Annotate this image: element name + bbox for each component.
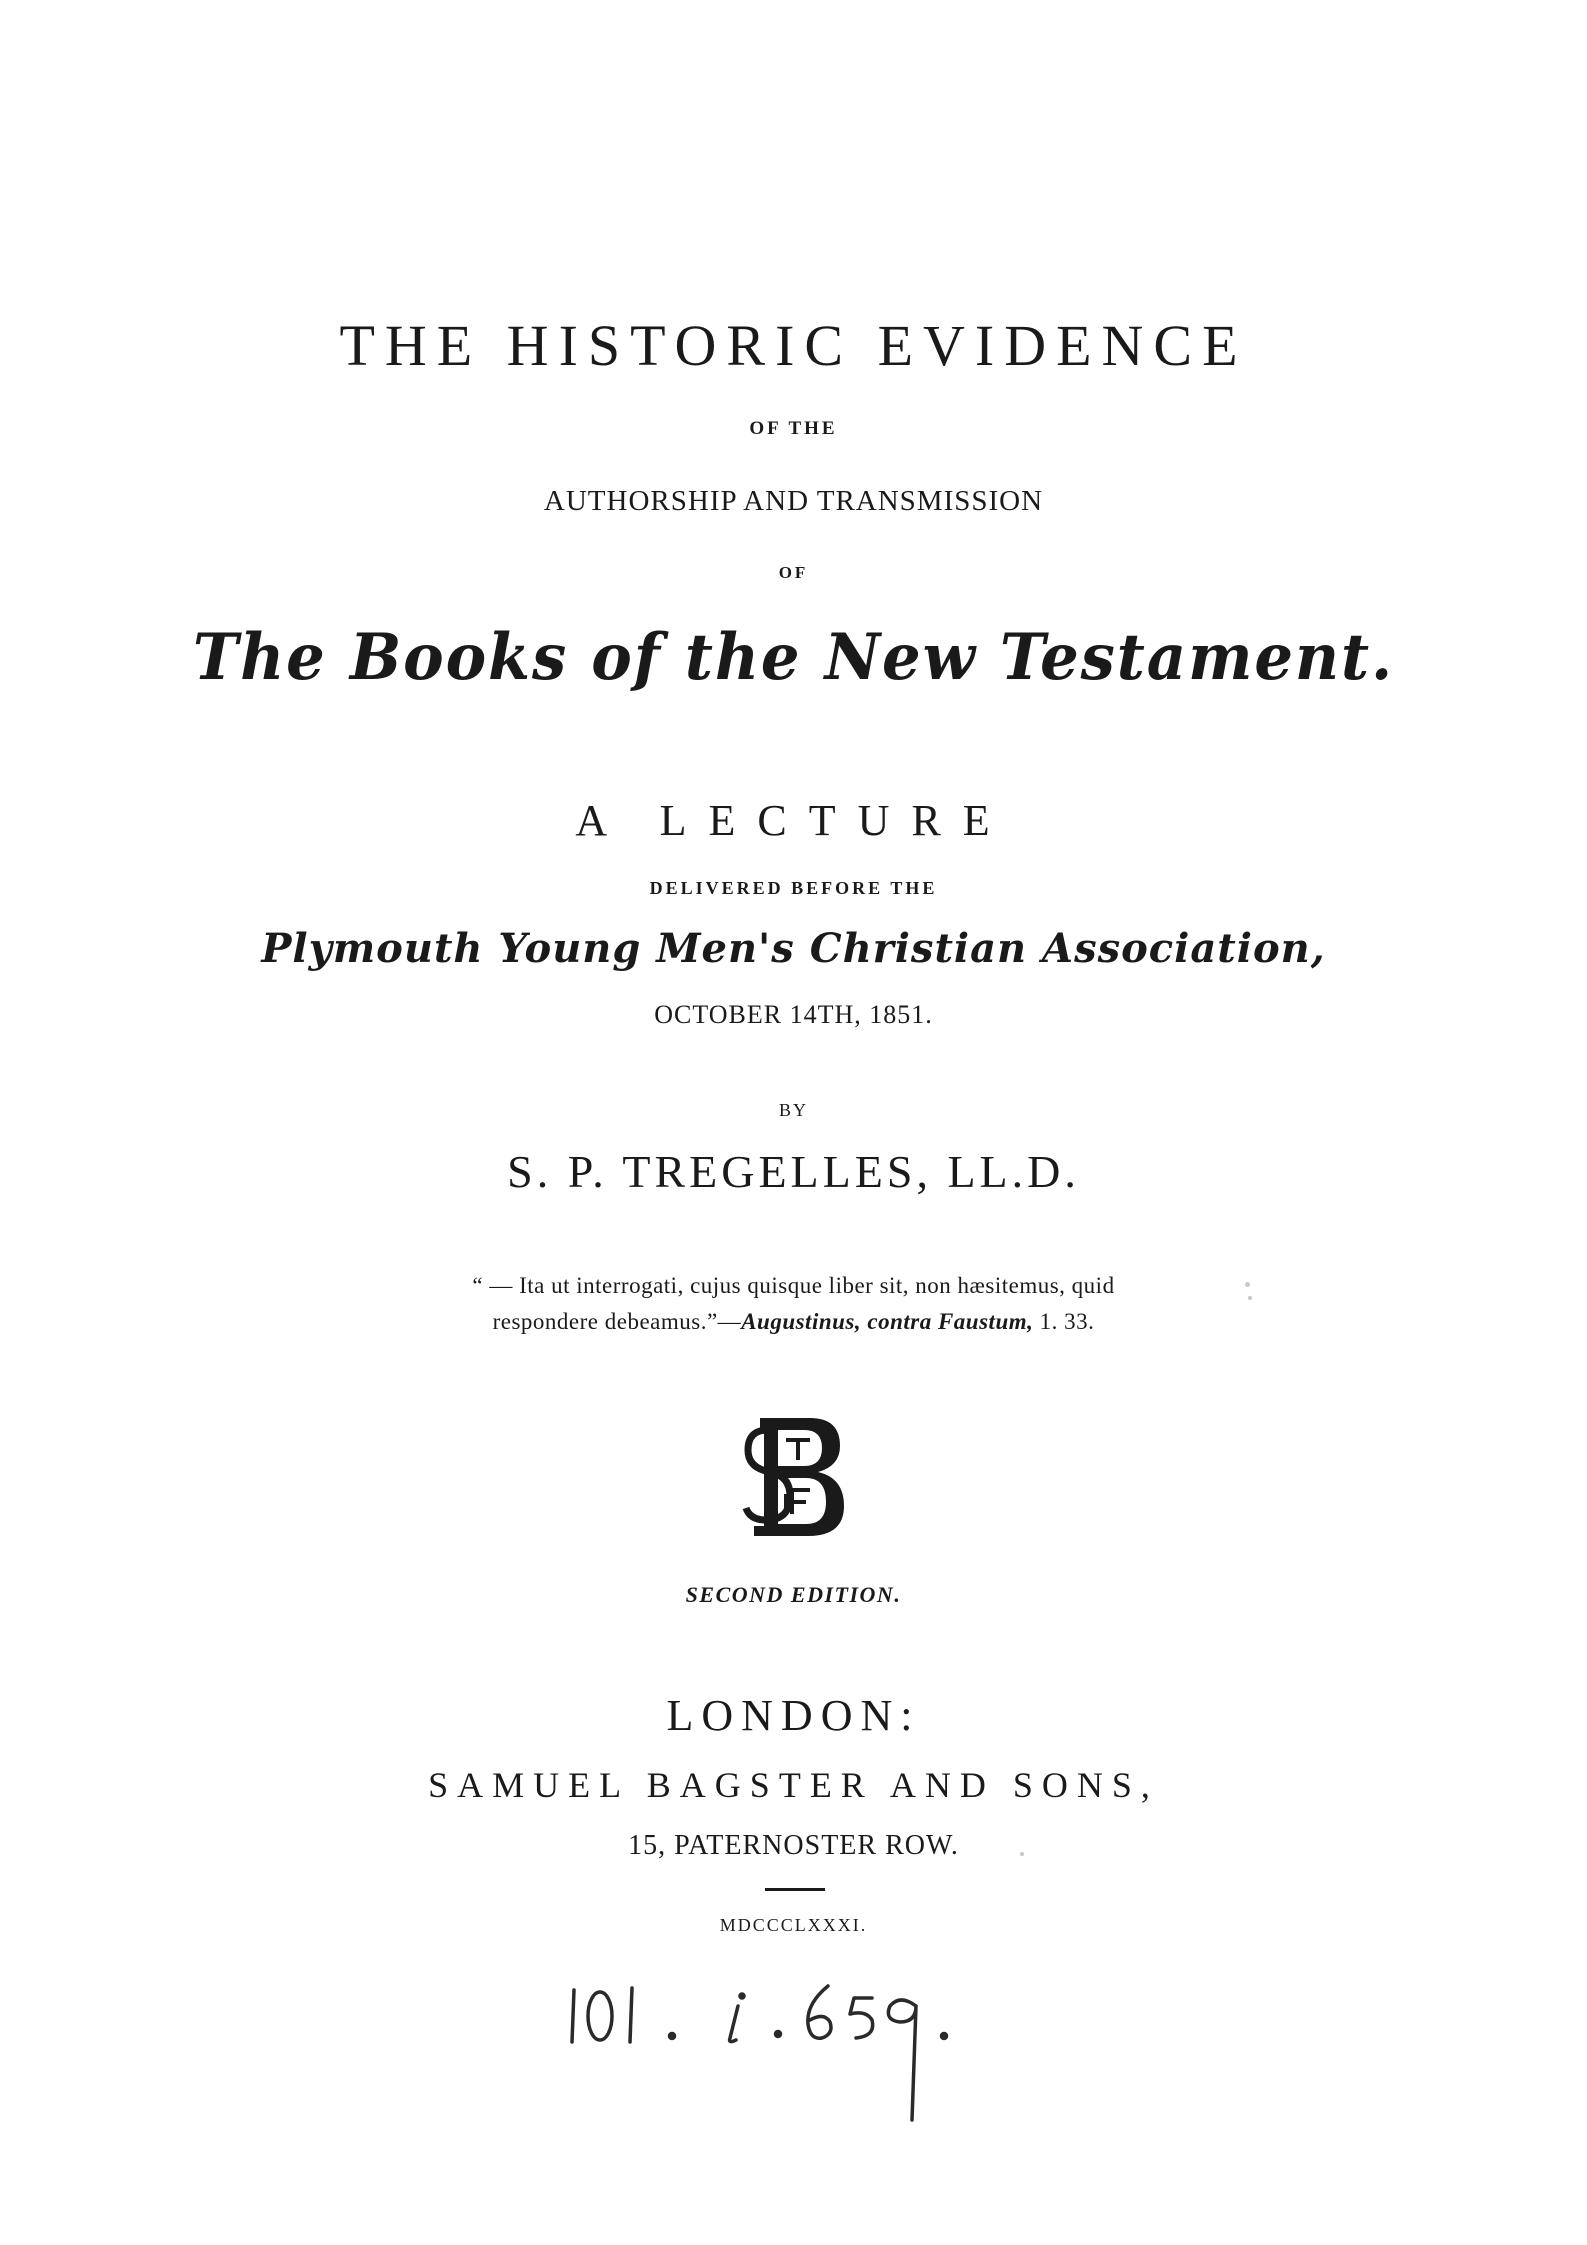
quote-line-2: [0, 1304, 1587, 1340]
paper-speck: [1245, 1282, 1250, 1287]
main-title: THE HISTORIC EVIDENCE: [339, 313, 1248, 378]
edition-label: SECOND EDITION.: [685, 1582, 902, 1607]
by-line: BY: [778, 1100, 808, 1120]
epigraph-quote: [0, 1268, 1587, 1340]
quote-source: Augustinus, contra Faustum,: [741, 1309, 1034, 1334]
quote-line-1: “ — Ita ut interrogati, cujus quisque liber sit, non hæsitemus, quid: [472, 1273, 1115, 1298]
subject-line: AUTHORSHIP AND TRANSMISSION: [543, 485, 1044, 517]
author-name: S. P. TREGELLES, LL.D.: [507, 1146, 1080, 1197]
publisher-name: SAMUEL BAGSTER AND SONS,: [428, 1765, 1159, 1805]
publication-year: MDCCCLXXXI.: [719, 1915, 868, 1935]
publisher-monogram-logo: [740, 1410, 850, 1540]
quote-reference: 1. 33.: [1033, 1309, 1095, 1334]
quote-text-end: respondere debeamus.”—: [492, 1309, 742, 1334]
paper-speck: [1020, 1852, 1024, 1856]
of-line: OF: [778, 563, 809, 582]
publisher-address: 15, PATERNOSTER ROW.: [628, 1830, 959, 1861]
publication-city: LONDON:: [666, 1691, 921, 1740]
lecture-date: OCTOBER 14TH, 1851.: [654, 1000, 933, 1029]
lecture-heading: A LECTURE: [575, 796, 1012, 845]
divider-rule: [765, 1888, 825, 1891]
delivered-line: DELIVERED BEFORE THE: [649, 878, 938, 898]
association-name: Plymouth Young Men's Christian Association,: [261, 925, 1326, 972]
paper-speck: [1248, 1296, 1252, 1300]
handwritten-shelfmark: [560, 1960, 1080, 2130]
of-the-line: OF THE: [749, 418, 838, 439]
blackletter-title: The Books of the New Testament.: [192, 620, 1395, 695]
